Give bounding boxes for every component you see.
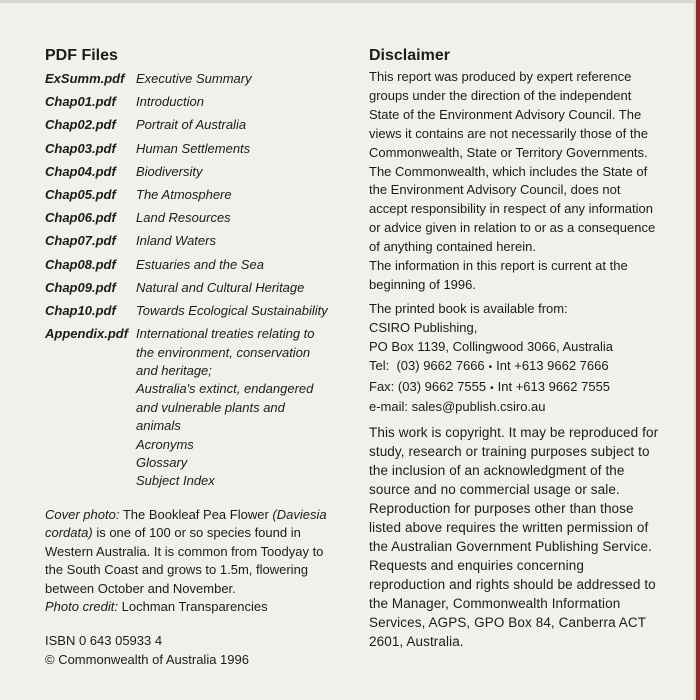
appendix-line: International treaties relating to [136, 326, 315, 342]
pdf-file-list [45, 67, 330, 491]
file-description: Land Resources [136, 210, 231, 226]
file-name[interactable]: Chap09.pdf [45, 279, 116, 295]
email-address[interactable]: e-mail: sales@publish.csiro.au [369, 399, 546, 415]
appendix-line: Subject Index [136, 473, 215, 489]
file-name[interactable]: Chap03.pdf [45, 140, 116, 156]
availability-text: The printed book is available from: [369, 300, 568, 316]
file-row[interactable] [45, 113, 330, 136]
file-row[interactable] [45, 253, 330, 276]
appendix-line: Australia's extinct, endangered [136, 381, 314, 397]
disclaimer-heading: Disclaimer [369, 47, 450, 64]
file-description: Estuaries and the Sea [136, 256, 264, 272]
fax-label: Fax: [369, 378, 395, 394]
appendix-line: animals [136, 418, 181, 434]
species-name: (Daviesia cordata) [45, 506, 327, 541]
photo-credit [45, 598, 330, 616]
bullet-separator: • [490, 382, 494, 394]
file-description: Introduction [136, 94, 204, 110]
file-row[interactable] [45, 276, 330, 299]
disclaimer-currency-note: The information in this report is current at the beginning of 1996. [369, 258, 628, 292]
file-row[interactable] [45, 67, 330, 90]
file-name[interactable]: Chap10.pdf [45, 303, 116, 319]
tel-number: (03) 9662 7666 [396, 357, 485, 373]
bullet-separator: • [488, 361, 493, 373]
copyright-notice: © Commonwealth of Australia 1996 [45, 651, 249, 667]
fax-international: Int +613 9662 7555 [497, 378, 611, 394]
isbn: ISBN 0 643 05933 4 [45, 633, 163, 649]
file-row[interactable] [45, 206, 330, 229]
telephone-line [369, 357, 659, 378]
file-row[interactable] [45, 160, 330, 183]
cover-text: The Bookleaf Pea Flower [119, 506, 273, 522]
publisher-address: PO Box 1139, Collingwood 3066, Australia [369, 338, 614, 354]
file-name[interactable]: Chap08.pdf [45, 256, 116, 272]
fax-number: (03) 9662 7555 [397, 378, 487, 394]
tel-label: Tel: [369, 357, 390, 373]
file-description: Towards Ecological Sustainability [136, 303, 328, 319]
file-row[interactable] [45, 137, 330, 160]
page-top-edge [0, 0, 700, 3]
pdf-files-heading: PDF Files [45, 47, 118, 64]
file-row-appendix[interactable] [45, 322, 330, 491]
cover-photo-label: Cover photo: [45, 506, 120, 522]
fax-line [369, 378, 659, 399]
photo-credit-text: Lochman Transparencies [118, 598, 268, 614]
file-description: Portrait of Australia [136, 117, 247, 133]
file-name[interactable]: Chap07.pdf [45, 233, 116, 249]
publication-info [45, 632, 330, 669]
file-description: Natural and Cultural Heritage [136, 279, 305, 295]
left-column [45, 46, 330, 669]
file-description: Biodiversity [136, 163, 203, 179]
photo-credit-label: Photo credit: [45, 598, 118, 614]
file-name[interactable]: ExSumm.pdf [45, 71, 125, 86]
file-name[interactable]: Chap05.pdf [45, 187, 116, 203]
file-description: The Atmosphere [136, 187, 232, 203]
file-description: Human Settlements [136, 140, 251, 156]
file-description: Inland Waters [136, 233, 216, 249]
file-row[interactable] [45, 90, 330, 113]
publisher-contact [369, 300, 659, 417]
appendix-contents [136, 325, 315, 491]
file-name[interactable]: Appendix.pdf [45, 326, 129, 342]
copyright-paragraph: This work is copyright. It may be reproduced for study, research or training purposes subject to the inclusion of an acknowledgment of the source and no commercial usage or sale. Reproduction for purposes other than those listed above requires the written permission of the Australian Government Publishing Service. Requests and enquiries concerning reproduction and rights should be addressed to the Manager, Commonwealth Information Services, AGPS, GPO Box 84, Canberra ACT 2601, Australia. [369, 425, 659, 650]
disclaimer-paragraph: This report was produced by expert reference groups under the direction of the independent State of the Environment Advisory Council. The views it contains are not necessarily those of the Commonwealth, State or Territory Governments. The Commonwealth, which includes the State of the Environment Advisory Council, does not accept responsibility in respect of any information or advice given in relation to or as a consequence of anything contained herein. [369, 69, 656, 255]
file-name[interactable]: Chap04.pdf [45, 163, 116, 179]
file-name[interactable]: Chap01.pdf [45, 94, 116, 110]
file-row[interactable] [45, 299, 330, 322]
file-description: Executive Summary [136, 71, 252, 86]
appendix-line: the environment, conservation [136, 344, 311, 360]
publisher-name: CSIRO Publishing, [369, 319, 478, 335]
file-name[interactable]: Chap06.pdf [45, 210, 116, 226]
file-row[interactable] [45, 183, 330, 206]
cover-photo-caption [45, 506, 330, 598]
file-name[interactable]: Chap02.pdf [45, 117, 116, 133]
appendix-line: and vulnerable plants and [136, 399, 285, 415]
page-right-edge [696, 0, 700, 700]
appendix-line: Glossary [136, 455, 188, 471]
tel-international: Int +613 9662 7666 [496, 357, 609, 373]
right-column [369, 46, 659, 665]
appendix-line: and heritage; [136, 363, 212, 379]
file-row[interactable] [45, 229, 330, 252]
appendix-line: Acronyms [136, 436, 194, 452]
cover-text: is one of 100 or so species found in Western Australia. It is common from Toodyay to the South Coast and grows to 1.5m, flowering between October and November. [45, 525, 324, 596]
